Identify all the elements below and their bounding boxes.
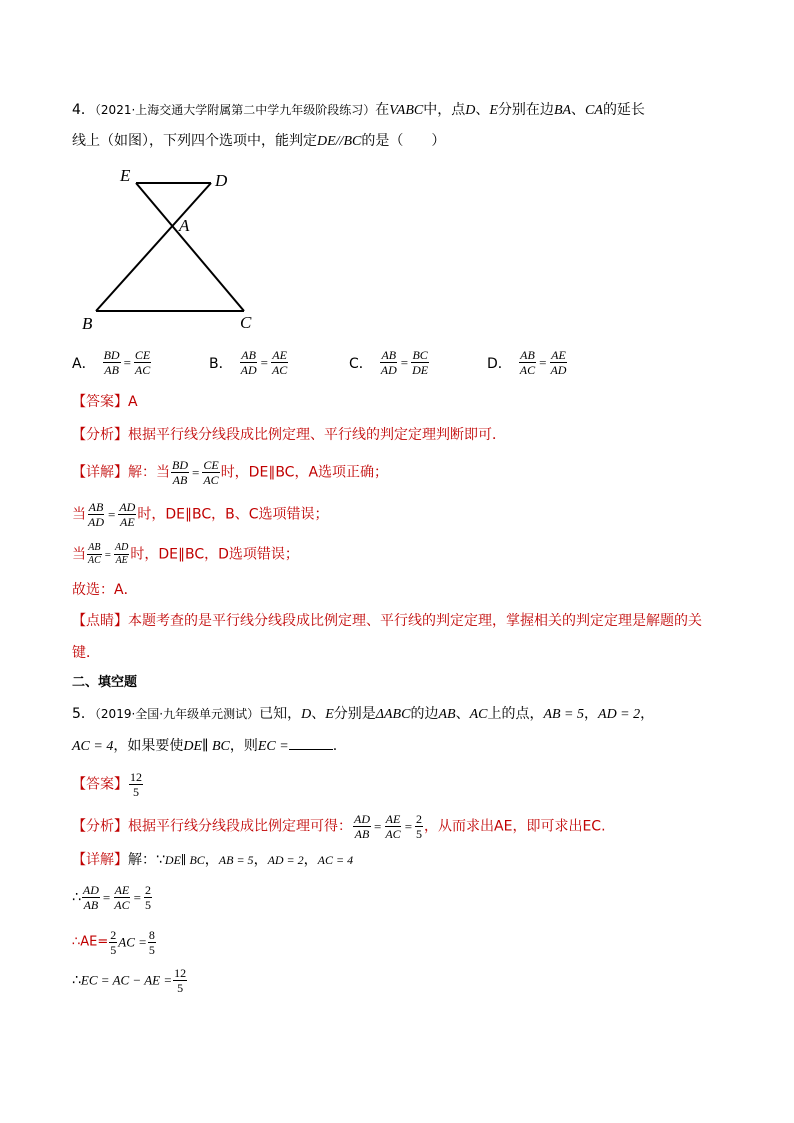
- q5-detail-line1: 【详解】解：∵DE∥ BC，AB = 5，AD = 2，AC = 4: [72, 852, 354, 868]
- q4-detail-line1: 【详解】解：当 $\frac{BD}{AB}$ = $\frac{CE}{AC}$ 时，DE∥BC，A选项正确；: [72, 458, 389, 487]
- label-a: A: [179, 216, 190, 235]
- q4-analysis: 【分析】根据平行线分线段成比例定理、平行线的判定定理判断即可．: [72, 427, 506, 443]
- q4-detail-line2: 当 $\frac{AB}{AD}$ = $\frac{AD}{AE}$ 时，DE∥BC，B、C选项错误；: [72, 500, 329, 529]
- label-e: E: [120, 166, 131, 185]
- q5-detail-line3: ∴AE= $\frac{2}{5}$ AC = $\frac{8}{5}$: [72, 928, 155, 957]
- q4-comment-line1: 【点睛】本题考查的是平行线分线段成比例定理、平行线的判定定理，掌握相关的判定定理是解题的关: [72, 613, 702, 629]
- q5-analysis: 【分析】根据平行线分线段成比例定理可得： $\frac{AD}{AB}$ = $\frac{AE}{AC}$ = $\frac{2}{5}$ ，从而求出AE，即可求出EC.: [72, 812, 606, 841]
- q4-answer: 【答案】A: [72, 394, 138, 410]
- q5-detail-line2: ∴ $\frac{AD}{AB}$ = $\frac{AE}{AC}$ = $\frac{2}{5}$: [72, 883, 151, 912]
- q5-detail-line4: ∴EC = AC − AE = $\frac{12}{5}$: [72, 966, 187, 995]
- q4-detail-line3: 当 $\frac{AB}{AC}$ = $\frac{AD}{AE}$ 时，DE∥BC，D选项错误；: [72, 542, 299, 566]
- q4-stem-line2: 线上（如图），下列四个选项中，能判定DE//BC的是（ ）: [72, 133, 446, 149]
- label-c: C: [240, 313, 252, 332]
- q4-triangle-figure: [80, 166, 270, 338]
- q4-option-c[interactable]: C． $\frac{AB}{AD}$ = $\frac{BC}{DE}$: [349, 348, 429, 377]
- q4-comment-line2: 键．: [72, 645, 100, 661]
- label-d: D: [215, 171, 228, 190]
- q4-option-b[interactable]: B． $\frac{AB}{AD}$ = $\frac{AE}{AC}$: [209, 348, 288, 377]
- q5-answer-blank[interactable]: [289, 735, 333, 750]
- q4-option-a[interactable]: A． $\frac{BD}{AB}$ = $\frac{CE}{AC}$: [72, 348, 151, 377]
- q5-answer: 【答案】 $\frac{12}{5}$: [72, 770, 142, 799]
- q4-option-d[interactable]: D． $\frac{AB}{AC}$ = $\frac{AE}{AD}$: [487, 348, 567, 377]
- section-title: 二、填空题: [72, 675, 138, 690]
- q4-conclusion: 故选：A．: [72, 582, 138, 598]
- q5-stem-line2: AC = 4，如果要使DE∥ BC，则EC = .: [72, 735, 337, 757]
- q5-stem-line1: 5．（2019·全国·九年级单元测试）已知，D、E分别是ΔABC的边AB、AC上的点，AB = 5，AD = 2，: [72, 706, 655, 722]
- q4-stem-line1: 4．（2021·上海交通大学附属第二中学九年级阶段练习）在VABC中，点D、E分别在边BA、CA的延长: [72, 102, 645, 118]
- label-b: B: [82, 314, 93, 333]
